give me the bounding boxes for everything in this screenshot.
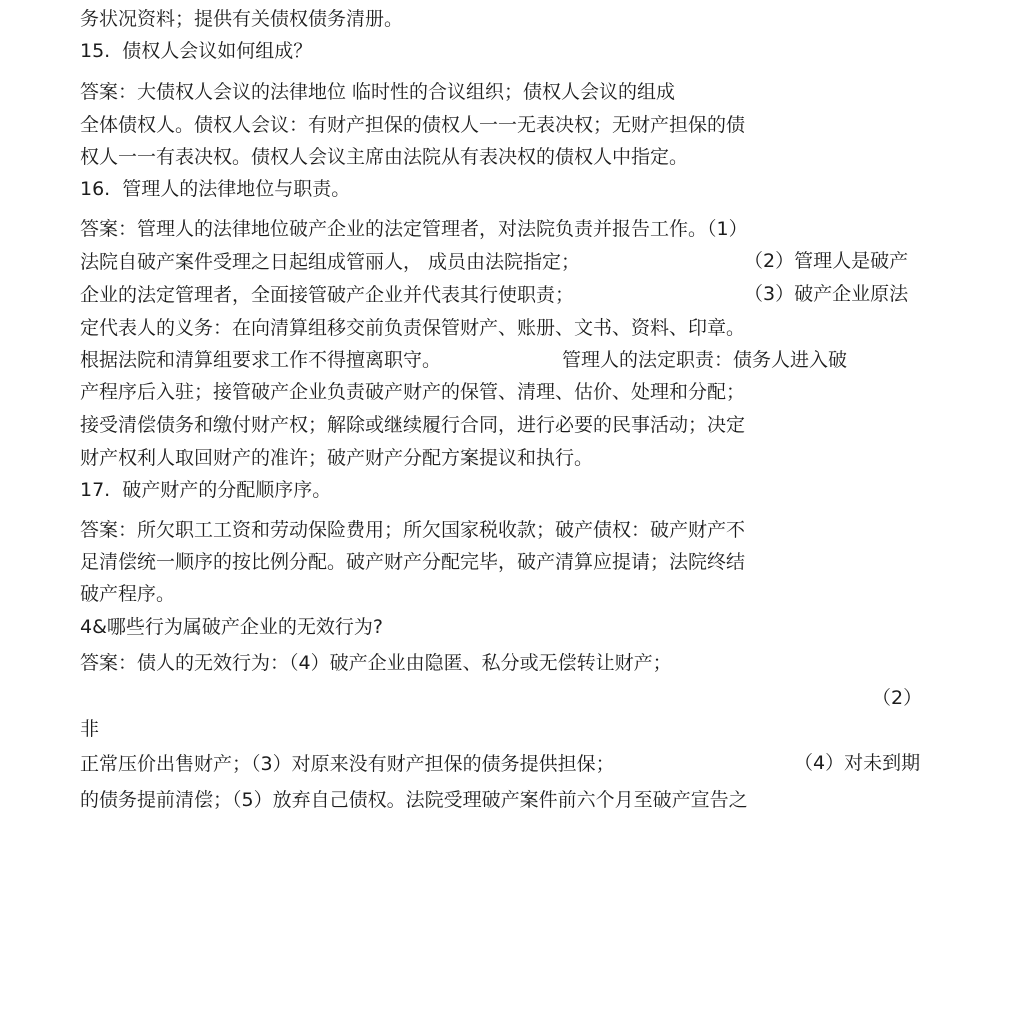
text-line: 产程序后入驻；接管破产企业负责破产财产的保管、清理、估价、处理和分配； (80, 381, 746, 403)
text-line: 根据法院和清算组要求工作不得擅离职守。 (80, 349, 442, 371)
text-line: 定代表人的义务：在向清算组移交前负责保管财产、账册、文书、资料、印章。 (80, 317, 746, 339)
text-line: 答案：管理人的法律地位破产企业的法定管理者，对法院负责并报告工作。（1） (80, 218, 748, 240)
text-line: 企业的法定管理者，全面接管破产企业并代表其行使职责； (80, 284, 575, 306)
text-line: 答案：所欠职工工资和劳动保险费用；所欠国家税收款；破产债权：破产财产不 (80, 519, 746, 541)
text-line: 法院自破产案件受理之日起组成管丽人， 成员由法院指定； (80, 251, 581, 273)
text-line: 非 (80, 718, 100, 740)
text-fragment: （2）管理人是破产 (744, 250, 909, 272)
text-line: 财产权利人取回财产的准许；破产财产分配方案提议和执行。 (80, 447, 594, 469)
question-heading: 4&哪些行为属破产企业的无效行为? (80, 616, 383, 638)
text-fragment: （2） (872, 687, 923, 709)
text-fragment: 管理人的法定职责：债务人进入破 (562, 349, 848, 371)
text-fragment: （3）破产企业原法 (744, 283, 909, 305)
text-line: 正常压价出售财产；（3）对原来没有财产担保的债务提供担保； (80, 753, 615, 775)
question-heading: 17. 破产财产的分配顺序序。 (80, 479, 332, 501)
text-line: 务状况资料；提供有关债权债务清册。 (80, 8, 404, 30)
text-line: 答案：债人的无效行为：（4）破产企业由隐匿、私分或无偿转让财产； (80, 652, 672, 674)
text-line: 破产程序。 (80, 583, 176, 605)
text-fragment: （4）对未到期 (794, 752, 921, 774)
text-line: 全体债权人。债权人会议：有财产担保的债权人一一无表决权；无财产担保的债 (80, 114, 746, 136)
question-heading: 15. 债权人会议如何组成？ (80, 40, 313, 62)
text-line: 足清偿统一顺序的按比例分配。破产财产分配完毕，破产清算应提请；法院终结 (80, 551, 746, 573)
text-line: 接受清偿债务和缴付财产权；解除或继续履行合同，进行必要的民事活动；决定 (80, 414, 746, 436)
question-heading: 16. 管理人的法律地位与职责。 (80, 178, 351, 200)
text-line: 权人一一有表决权。债权人会议主席由法院从有表决权的债权人中指定。 (80, 146, 689, 168)
text-line: 答案：大债权人会议的法律地位 临时性的合议组织；债权人会议的组成 (80, 81, 676, 103)
text-line: 的债务提前清偿；（5）放弃自己债权。法院受理破产案件前六个月至破产宣告之 (80, 789, 748, 811)
